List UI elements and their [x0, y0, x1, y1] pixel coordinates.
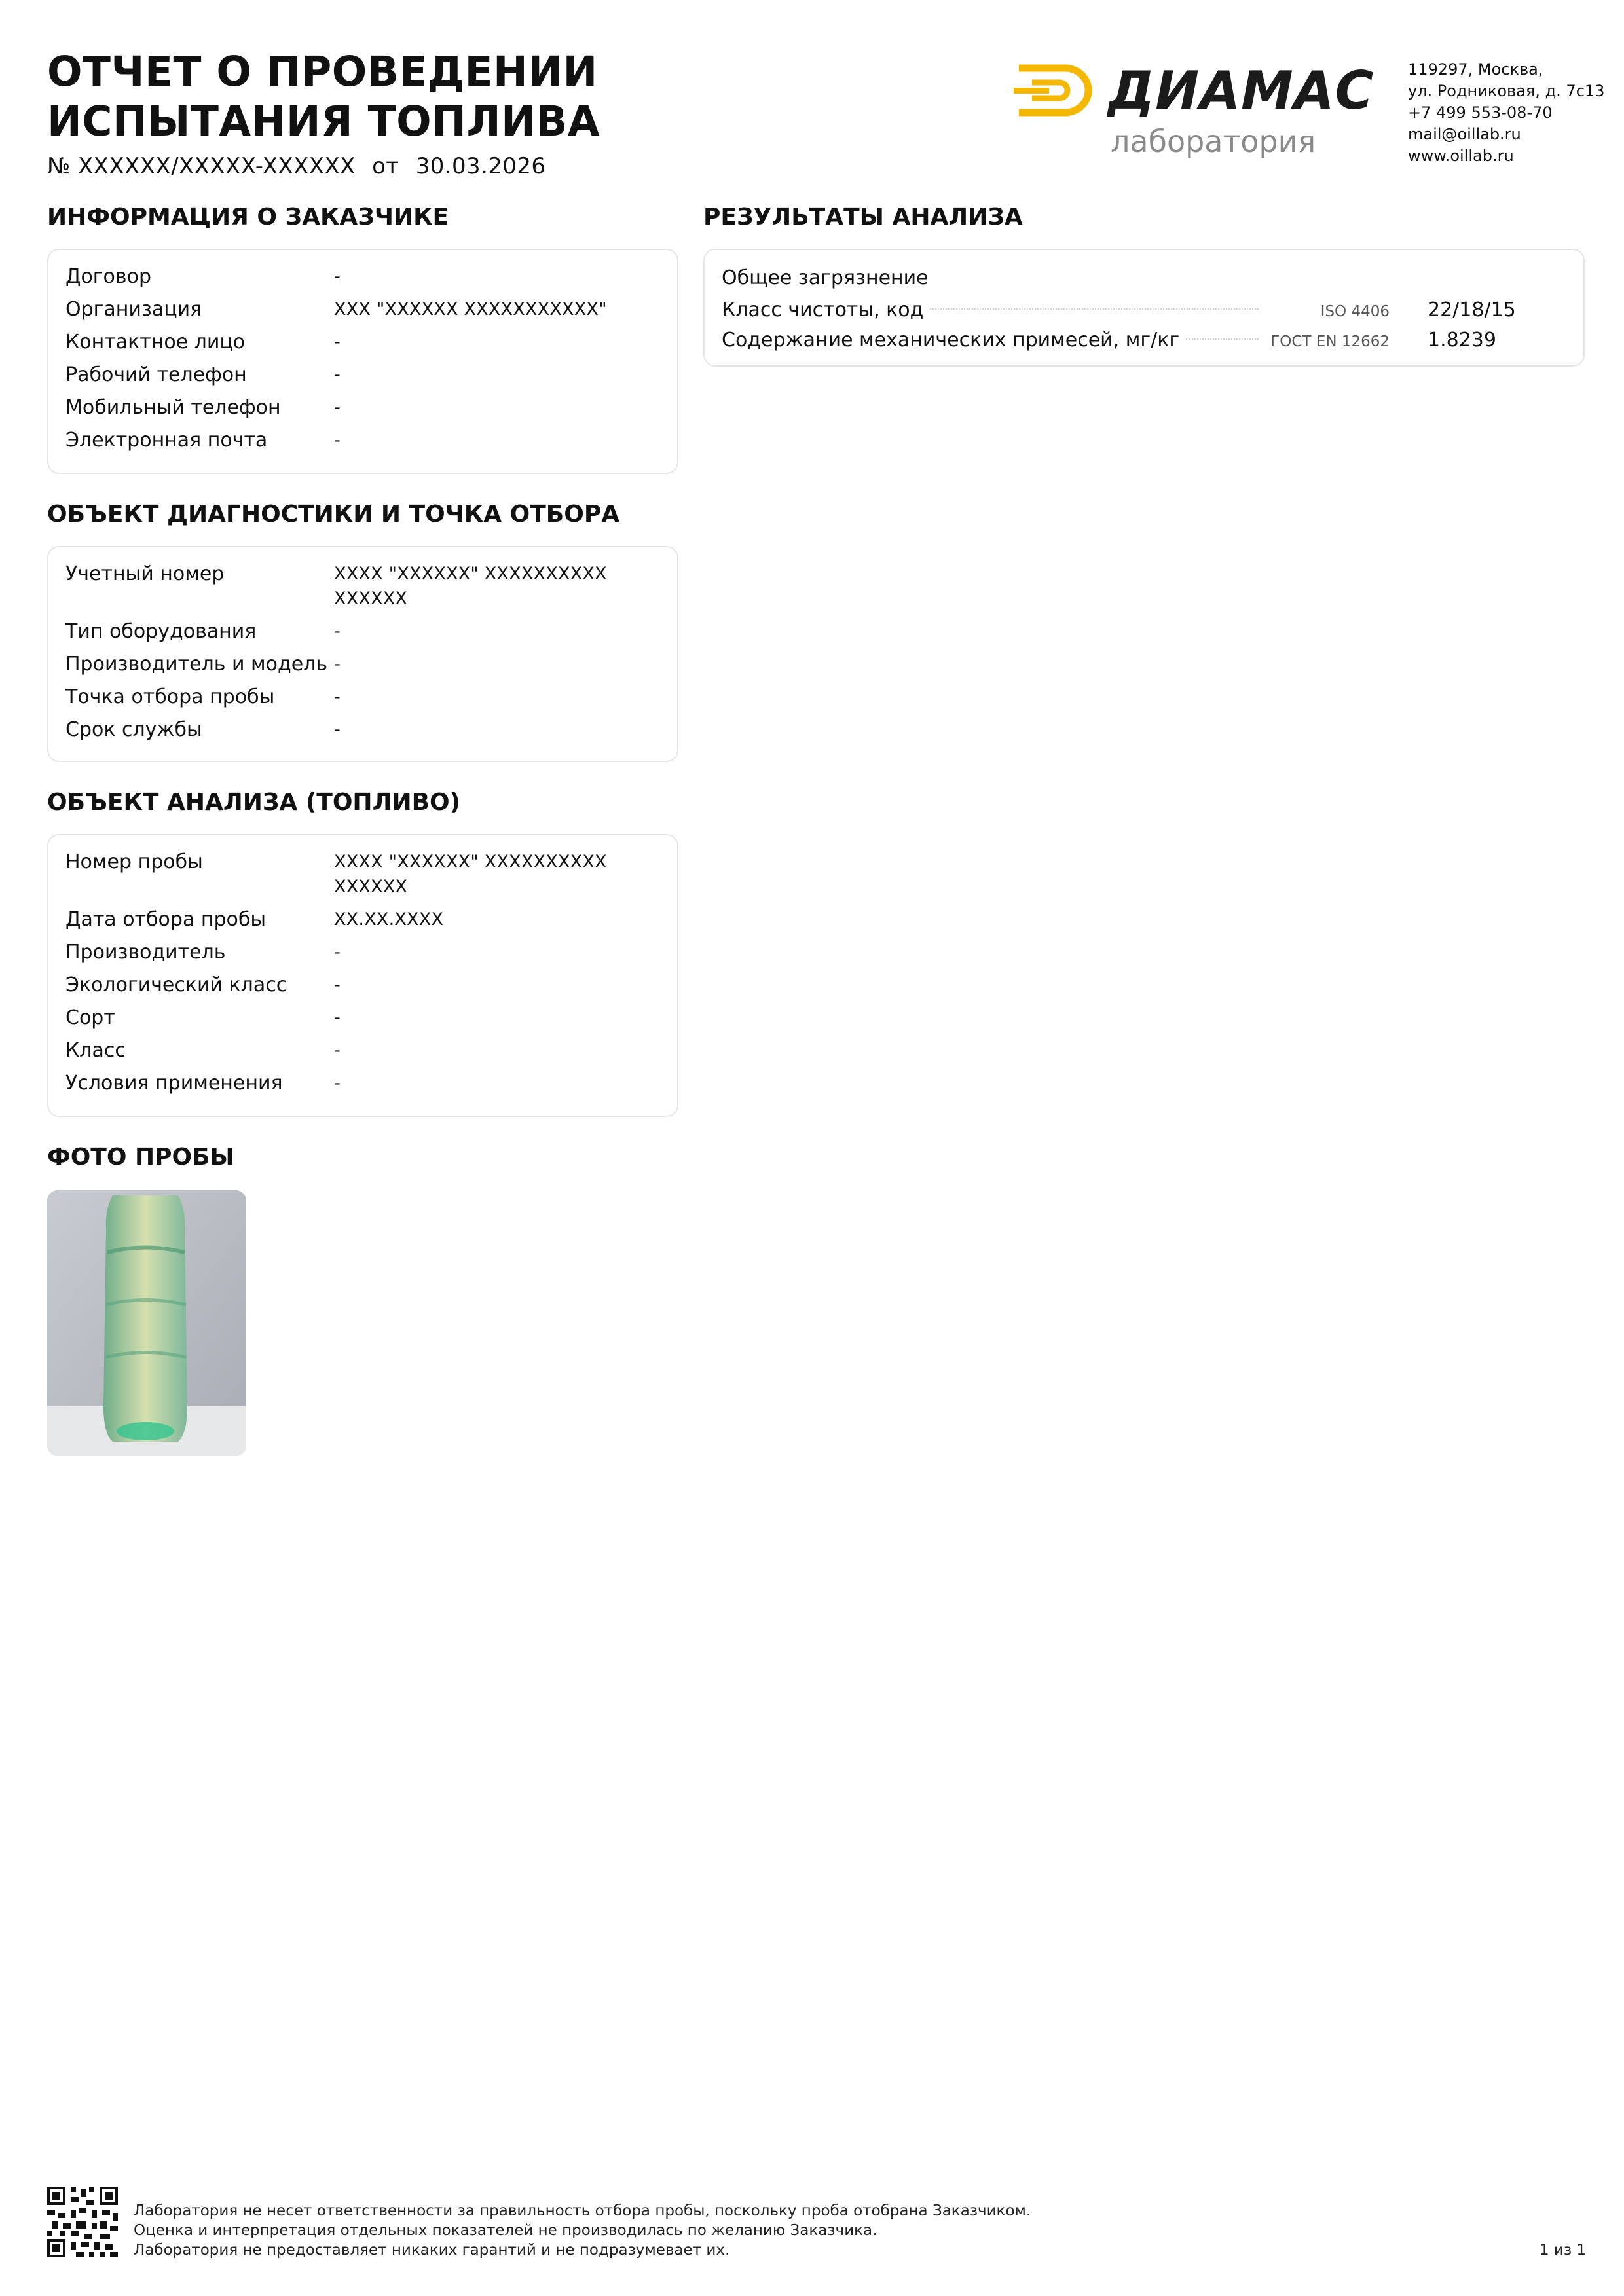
result-standard: ISO 4406 — [1320, 303, 1390, 320]
document-number: № XXXXXX/XXXXX-XXXXXX — [47, 153, 356, 179]
document-number-line — [47, 152, 545, 181]
kv-key: Тип оборудования — [65, 620, 257, 643]
kv-row — [65, 264, 660, 289]
kv-key: Мобильный телефон — [65, 396, 281, 419]
diagnostic-section-title: ОБЪЕКТ ДИАГНОСТИКИ И ТОЧКА ОТБОРА — [47, 501, 620, 528]
kv-row — [65, 973, 660, 998]
kv-value: XXXX "XXXXXX" XXXXXXXXXX XXXXXX — [334, 852, 607, 897]
logo-wordmark: ДИАМАС — [1108, 60, 1375, 121]
kv-row — [65, 395, 660, 420]
customer-card — [47, 249, 678, 474]
kv-row — [65, 1071, 660, 1096]
kv-value: - — [334, 332, 341, 352]
contacts-block — [1408, 59, 1604, 167]
kv-value: - — [334, 365, 341, 385]
result-value: 1.8239 — [1428, 329, 1496, 352]
kv-value: - — [334, 621, 341, 642]
kv-row — [65, 907, 660, 932]
kv-row — [65, 1006, 660, 1030]
kv-row — [65, 685, 660, 710]
result-label: Класс чистоты, код — [722, 299, 924, 321]
disclaimer-line1: Лаборатория не несет ответственности за правильность отбора пробы, поскольку проба отобрана Заказчиком. — [134, 2202, 1031, 2219]
kv-value: - — [334, 430, 341, 450]
kv-key: Номер пробы — [65, 850, 203, 873]
diagnostic-card — [47, 546, 678, 762]
qr-code-icon[interactable] — [47, 2187, 118, 2257]
report-title-line1: ОТЧЕТ О ПРОВЕДЕНИИ — [47, 48, 598, 96]
kv-value: - — [334, 1073, 341, 1093]
kv-value: XXXX "XXXXXX" XXXXXXXXXX XXXXXX — [334, 564, 607, 609]
kv-value: - — [334, 720, 341, 740]
kv-key: Производитель и модель — [65, 653, 328, 676]
photo-section-title: ФОТО ПРОБЫ — [47, 1144, 234, 1171]
result-row — [722, 326, 1566, 356]
kv-row — [65, 850, 660, 900]
email-link[interactable]: mail@oillab.ru — [1408, 125, 1521, 143]
kv-row — [65, 718, 660, 742]
kv-value: - — [334, 397, 341, 418]
kv-row — [65, 297, 660, 322]
kv-key: Класс — [65, 1039, 126, 1062]
kv-key: Договор — [65, 265, 151, 288]
disclaimer-line2: Оценка и интерпретация отдельных показателей не производилась по желанию Заказчика. — [134, 2222, 877, 2239]
results-section-title: РЕЗУЛЬТАТЫ АНАЛИЗА — [703, 204, 1023, 230]
kv-key: Рабочий телефон — [65, 363, 247, 386]
kv-value: XX.XX.XXXX — [334, 909, 444, 930]
kv-value: - — [334, 942, 341, 962]
kv-value: - — [334, 687, 341, 707]
disclaimer-line3: Лаборатория не предоставляет никаких гарантий и не подразумевает их. — [134, 2242, 730, 2259]
kv-row — [65, 330, 660, 355]
kv-value: - — [334, 654, 341, 674]
customer-section-title: ИНФОРМАЦИЯ О ЗАКАЗЧИКЕ — [47, 204, 449, 230]
logo-mark-icon — [1014, 64, 1095, 117]
kv-value: - — [334, 1008, 341, 1028]
page-number: 1 из 1 — [1539, 2242, 1586, 2259]
fuel-section-title: ОБЪЕКТ АНАЛИЗА (ТОПЛИВО) — [47, 789, 461, 816]
leader-dots — [1186, 338, 1259, 340]
kv-key: Организация — [65, 298, 202, 321]
document-date: 30.03.2026 — [415, 153, 546, 179]
kv-key: Условия применения — [65, 1072, 283, 1095]
kv-row — [65, 363, 660, 388]
kv-value: XXX "XXXXXX XXXXXXXXXXX" — [334, 299, 607, 319]
results-group-title: Общее загрязнение — [722, 266, 929, 289]
kv-value: - — [334, 975, 341, 995]
result-standard: ГОСТ EN 12662 — [1270, 333, 1390, 350]
kv-row — [65, 652, 660, 677]
logo-subtitle: лаборатория — [1111, 124, 1316, 159]
kv-row — [65, 940, 660, 965]
kv-value: - — [334, 1040, 341, 1061]
date-prefix: от — [372, 153, 399, 179]
address-line2: ул. Родниковая, д. 7с13 — [1408, 82, 1605, 100]
website-link[interactable]: www.oillab.ru — [1408, 147, 1514, 165]
kv-row — [65, 1038, 660, 1063]
result-label: Содержание механических примесей, мг/кг — [722, 329, 1180, 352]
phone: +7 499 553-08-70 — [1408, 103, 1553, 122]
kv-row — [65, 562, 660, 611]
report-title-line2: ИСПЫТАНИЯ ТОПЛИВА — [47, 98, 600, 145]
kv-value: - — [334, 266, 341, 287]
kv-key: Сорт — [65, 1006, 115, 1029]
kv-key: Точка отбора пробы — [65, 685, 275, 708]
sample-bottle-photo[interactable] — [47, 1190, 246, 1456]
kv-row — [65, 428, 660, 453]
address-line1: 119297, Москва, — [1408, 60, 1543, 79]
kv-key: Электронная почта — [65, 429, 268, 452]
kv-key: Контактное лицо — [65, 331, 246, 354]
result-value: 22/18/15 — [1428, 299, 1516, 321]
kv-key: Дата отбора пробы — [65, 908, 267, 931]
kv-row — [65, 619, 660, 644]
result-row — [722, 296, 1566, 326]
footer-disclaimer — [134, 2201, 1031, 2260]
fuel-card — [47, 834, 678, 1117]
kv-key: Производитель — [65, 941, 226, 964]
kv-key: Учетный номер — [65, 562, 225, 585]
kv-key: Срок службы — [65, 718, 202, 741]
results-card — [703, 249, 1585, 367]
kv-key: Экологический класс — [65, 974, 287, 996]
leader-dots — [930, 308, 1259, 310]
report-title — [47, 47, 600, 147]
